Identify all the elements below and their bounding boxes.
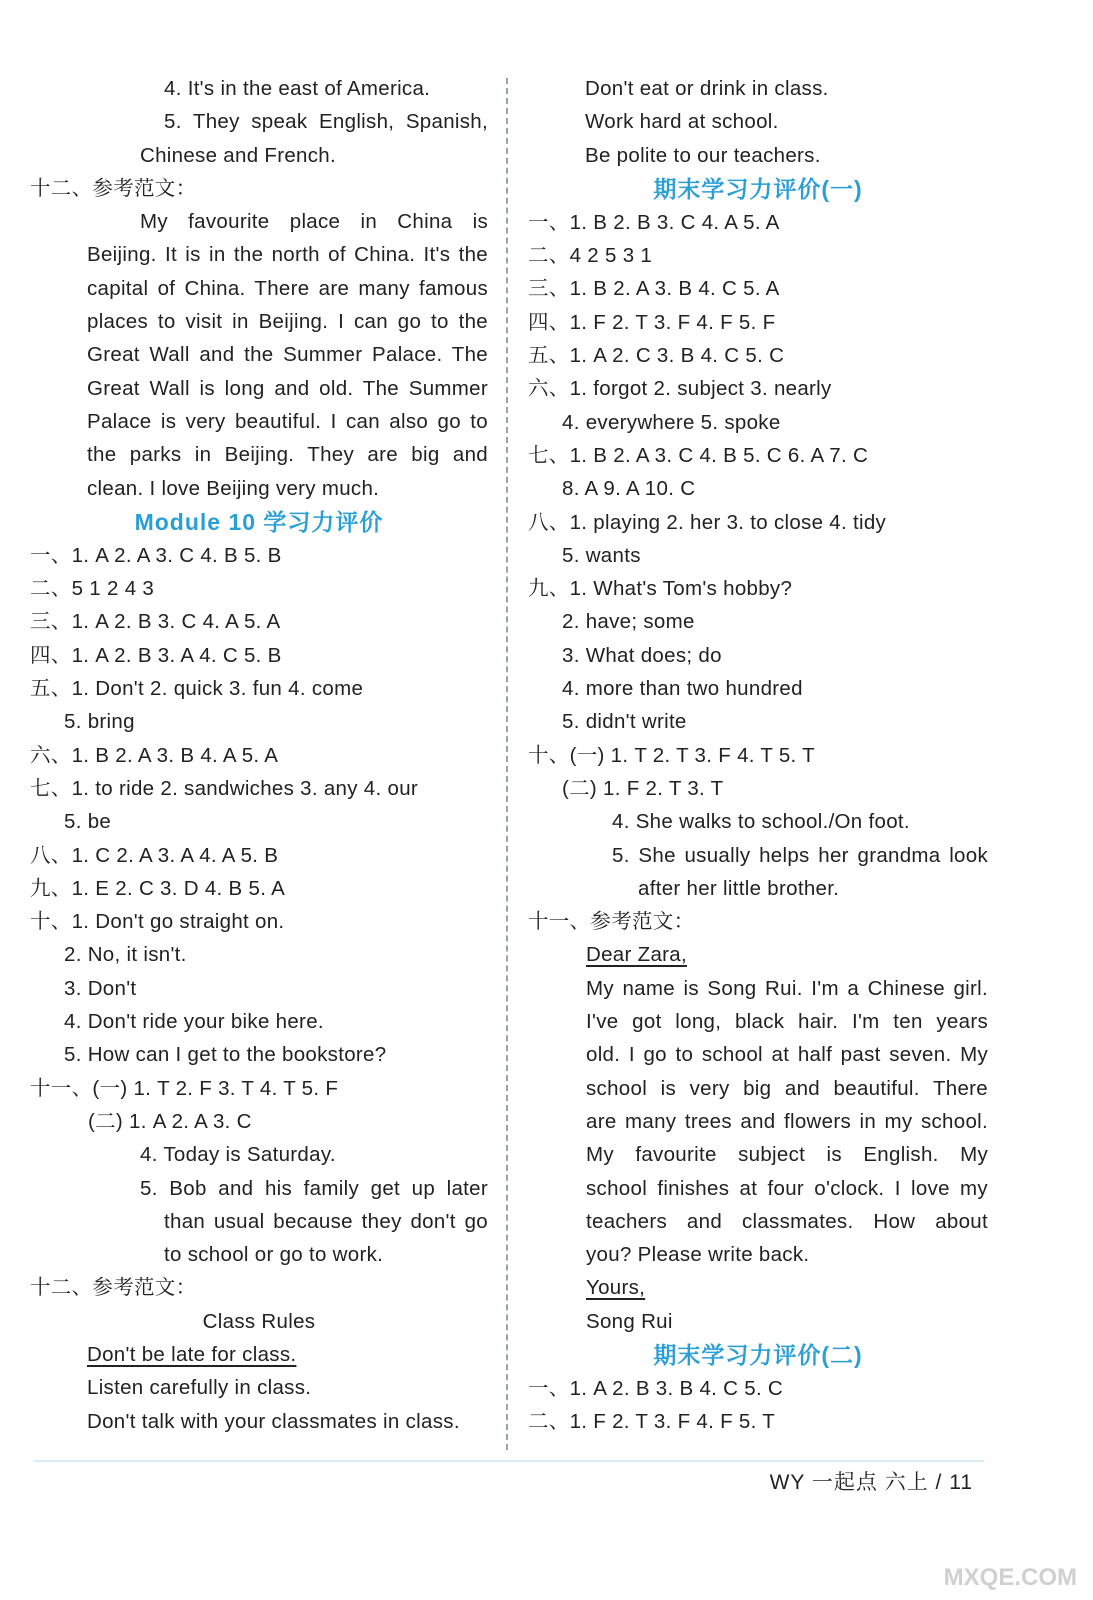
right-column — [528, 72, 988, 1439]
text-line: 二、5 1 2 4 3 — [30, 577, 155, 601]
text-line: are many trees and flowers in my school. — [586, 1109, 988, 1133]
text-line: 二、1. F 2. T 3. F 4. F 5. T — [528, 1410, 776, 1434]
text-line: school is very big and beautiful. There — [586, 1076, 988, 1100]
text-line: 5. How can I get to the bookstore? — [64, 1043, 387, 1067]
text-line: Yours, — [586, 1276, 646, 1300]
text-line: 2. have; some — [562, 610, 695, 634]
text-line: 4. It's in the east of America. — [164, 77, 431, 100]
text-line: to school or go to work. — [164, 1243, 384, 1267]
text-line: 六、1. B 2. A 3. B 4. A 5. A — [30, 743, 279, 767]
text-line: than usual because they don't go — [164, 1209, 488, 1233]
text-line: 5. She usually helps her grandma look — [612, 843, 988, 867]
text-line: 5. bring — [64, 710, 135, 734]
text-line: My favourite place in China is — [140, 210, 488, 234]
text-line: 5. didn't write — [562, 710, 687, 734]
text-line: 4. Today is Saturday. — [140, 1143, 336, 1167]
text-line: 十、(一) 1. T 2. T 3. F 4. T 5. T — [528, 743, 815, 767]
text-line: Chinese and French. — [140, 143, 337, 167]
text-line: 三、1. A 2. B 3. C 4. A 5. A — [30, 610, 281, 634]
section-heading: Module 10 学习力评价 — [134, 508, 384, 535]
text-line: 九、1. E 2. C 3. D 4. B 5. A — [30, 876, 286, 900]
text-line: Don't talk with your classmates in class. — [87, 1409, 460, 1433]
text-line: 五、1. Don't 2. quick 3. fun 4. come — [30, 677, 364, 701]
text-line: 五、1. A 2. C 3. B 4. C 5. C — [528, 344, 785, 368]
text-line: 4. everywhere 5. spoke — [562, 410, 781, 434]
text-line: Listen carefully in class. — [87, 1376, 312, 1400]
text-line: places to visit in Beijing. I can go to the — [87, 310, 488, 334]
text-line: 八、1. playing 2. her 3. to close 4. tidy — [528, 510, 887, 534]
left-column — [30, 72, 488, 1438]
text-line: Don't eat or drink in class. — [585, 77, 829, 100]
text-line: 一、1. B 2. B 3. C 4. A 5. A — [528, 210, 780, 234]
text-line: 5. wants — [562, 543, 641, 567]
text-line: 3. What does; do — [562, 643, 722, 667]
watermark: MXQE.COM — [943, 1564, 1077, 1591]
text-line: 十二、参考范文： — [30, 176, 197, 200]
text-line: Palace is very beautiful. I can also go to — [87, 409, 488, 433]
text-line: 5. be — [64, 810, 112, 834]
column-divider — [506, 78, 508, 1450]
text-line: the parks in Beijing. They are big and — [87, 443, 488, 467]
text-line: 十一、(一) 1. T 2. F 3. T 4. T 5. F — [30, 1076, 339, 1100]
text-line: 七、1. to ride 2. sandwiches 3. any 4. our — [30, 776, 419, 800]
text-line: 一、1. A 2. A 3. C 4. B 5. B — [30, 543, 282, 567]
text-line: after her little brother. — [638, 876, 840, 900]
text-line: 5. Bob and his family get up later — [140, 1176, 488, 1200]
text-line: clean. I love Beijing very much. — [87, 476, 380, 500]
text-line: Work hard at school. — [585, 110, 779, 134]
section-heading: 期末学习力评价(一) — [653, 175, 863, 202]
text-line: 3. Don't — [64, 976, 137, 1000]
text-line: 二、4 2 5 3 1 — [528, 244, 653, 268]
text-line: 4. She walks to school./On foot. — [612, 810, 910, 834]
text-line: (二) 1. A 2. A 3. C — [88, 1109, 252, 1133]
text-line: 八、1. C 2. A 3. A 4. A 5. B — [30, 843, 279, 867]
text-line: 8. A 9. A 10. C — [562, 477, 696, 501]
text-line: 4. Don't ride your bike here. — [64, 1010, 324, 1034]
text-line: school finishes at four o'clock. I love my — [586, 1176, 988, 1200]
text-line: 5. They speak English, Spanish, — [164, 110, 488, 134]
text-line: Beijing. It is in the north of China. It's the — [87, 243, 488, 267]
text-line: 四、1. A 2. B 3. A 4. C 5. B — [30, 643, 282, 667]
text-line: old. I go to school at half past seven. My — [586, 1043, 988, 1067]
text-line: My favourite subject is English. My — [586, 1143, 988, 1167]
text-line: 九、1. What's Tom's hobby? — [528, 577, 793, 601]
text-line: 十、1. Don't go straight on. — [30, 910, 285, 934]
text-line: capital of China. There are many famous — [87, 276, 488, 300]
text-line: Great Wall is long and old. The Summer — [87, 376, 488, 400]
text-line: you? Please write back. — [586, 1243, 810, 1267]
text-line: teachers and classmates. How about — [586, 1209, 988, 1233]
text-line: 2. No, it isn't. — [64, 943, 187, 967]
page-footer: WY 一起点 六上 / 11 — [769, 1471, 973, 1494]
text-line: Class Rules — [202, 1309, 316, 1333]
text-line: Don't be late for class. — [87, 1342, 297, 1366]
text-line: 十一、参考范文： — [528, 910, 695, 934]
text-line: Dear Zara, — [586, 943, 687, 967]
text-line: 十二、参考范文： — [30, 1276, 197, 1300]
text-line: 一、1. A 2. B 3. B 4. C 5. C — [528, 1376, 784, 1400]
text-line: 六、1. forgot 2. subject 3. nearly — [528, 377, 832, 401]
text-line: (二) 1. F 2. T 3. T — [562, 776, 724, 800]
text-line: 三、1. B 2. A 3. B 4. C 5. A — [528, 277, 780, 301]
text-line: 七、1. B 2. A 3. C 4. B 5. C 6. A 7. C — [528, 443, 869, 467]
text-line: I've got long, black hair. I'm ten years — [586, 1010, 988, 1034]
text-line: Be polite to our teachers. — [585, 143, 821, 167]
text-line: 四、1. F 2. T 3. F 4. F 5. F — [528, 310, 776, 334]
footer-rule — [34, 1460, 984, 1462]
text-line: 4. more than two hundred — [562, 677, 803, 701]
text-line: My name is Song Rui. I'm a Chinese girl. — [586, 976, 988, 1000]
text-line: Song Rui — [586, 1309, 673, 1333]
section-heading: 期末学习力评价(二) — [653, 1341, 863, 1368]
text-line: Great Wall and the Summer Palace. The — [87, 343, 488, 367]
